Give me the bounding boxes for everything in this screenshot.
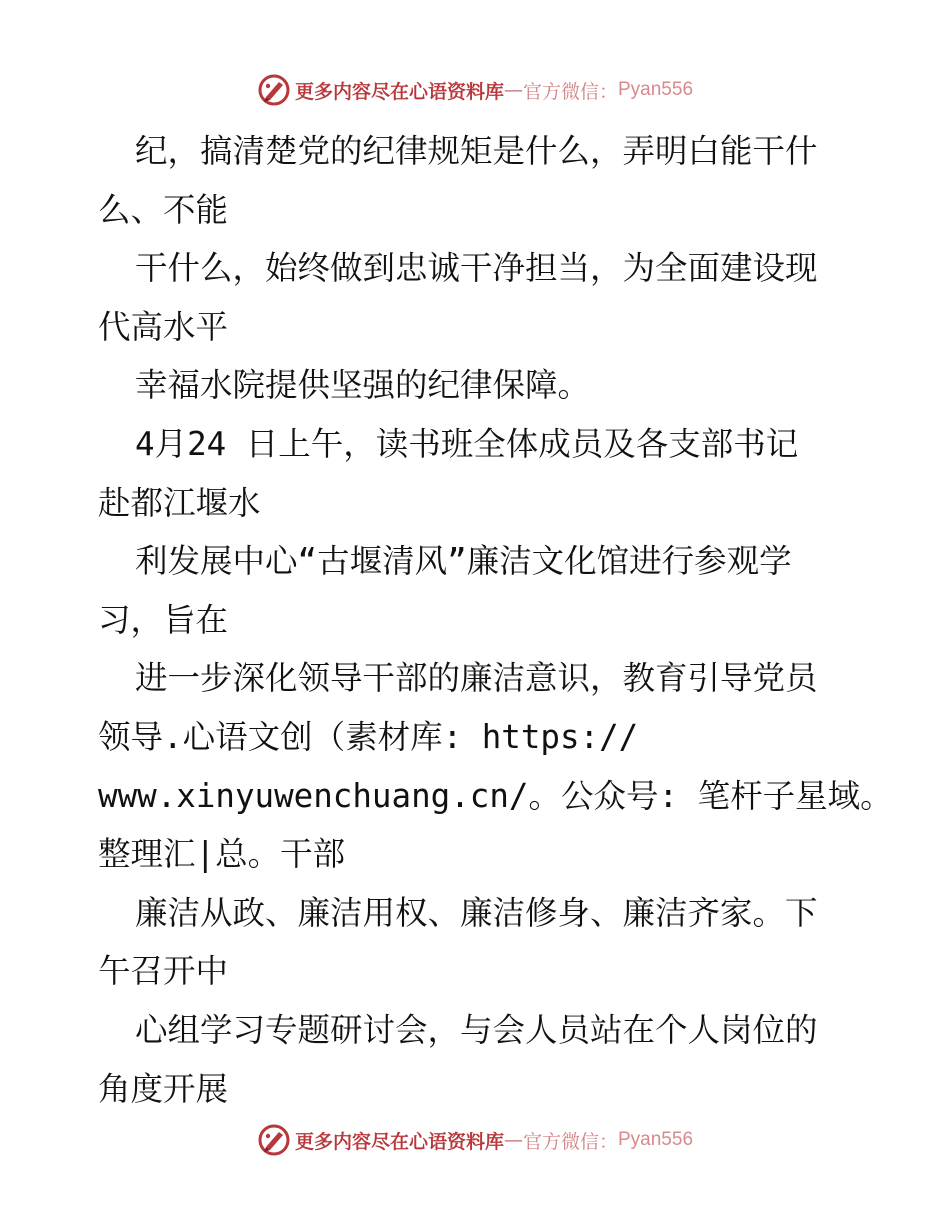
paragraph-line: 整理汇|总。干部 — [98, 835, 346, 874]
paragraph-line: 代高水平 — [98, 307, 229, 346]
paragraph-line: 习，旨在 — [98, 600, 229, 639]
paragraph-first-line: 干什么，始终做到忠诚干净担当，为全面建设现 — [135, 249, 818, 288]
banner-main-text: 更多内容尽在心语资料库 — [294, 1130, 504, 1153]
paragraph-line: 午召开中 — [98, 952, 229, 991]
header-watermark — [0, 70, 950, 110]
banner-wechat-id: Pyan556 — [618, 79, 694, 100]
paragraph-first-line: 廉洁从政、廉洁用权、廉洁修身、廉洁齐家。下 — [135, 893, 818, 932]
banner-wechat-label: 官方微信： — [522, 1130, 618, 1153]
paragraph-first-line: 进一步深化领导干部的廉洁意识，教育引导党员 — [135, 659, 818, 698]
paragraph-first-line: 纪，搞清楚党的纪律规矩是什么，弄明白能干什 — [135, 132, 818, 170]
banner-main-text: 更多内容尽在心语资料库 — [294, 80, 504, 103]
paragraph-line: www.xinyuwenchuang.cn/。公众号: 笔杆子星域。 — [98, 776, 893, 815]
paragraph-first-line: 利发展中心“古堰清风”廉洁文化馆进行参观学 — [135, 542, 792, 581]
banner-wechat-label: 官方微信： — [522, 80, 618, 103]
paragraph-first-line: 4月24 日上午，读书班全体成员及各支部书记 — [135, 424, 799, 463]
paragraph-first-line: 幸福水院提供坚强的纪律保障。 — [135, 366, 591, 405]
body-text — [98, 122, 893, 1118]
paragraph-line: 领导.心语文创（素材库: https:// — [98, 717, 639, 756]
banner-dash: — — [503, 79, 523, 101]
paragraph-line: 赴都江堰水 — [98, 483, 261, 522]
paragraph-line: 么、不能 — [98, 190, 229, 229]
banner-wechat-id: Pyan556 — [618, 1129, 694, 1150]
pen-logo-icon — [257, 1123, 291, 1157]
paragraph-first-line: 心组学习专题研讨会，与会人员站在个人岗位的 — [135, 1010, 818, 1049]
paragraph-line: 角度开展 — [98, 1069, 229, 1108]
pen-logo-icon — [257, 73, 291, 107]
banner-dash: — — [503, 1129, 523, 1151]
footer-watermark — [0, 1120, 950, 1160]
